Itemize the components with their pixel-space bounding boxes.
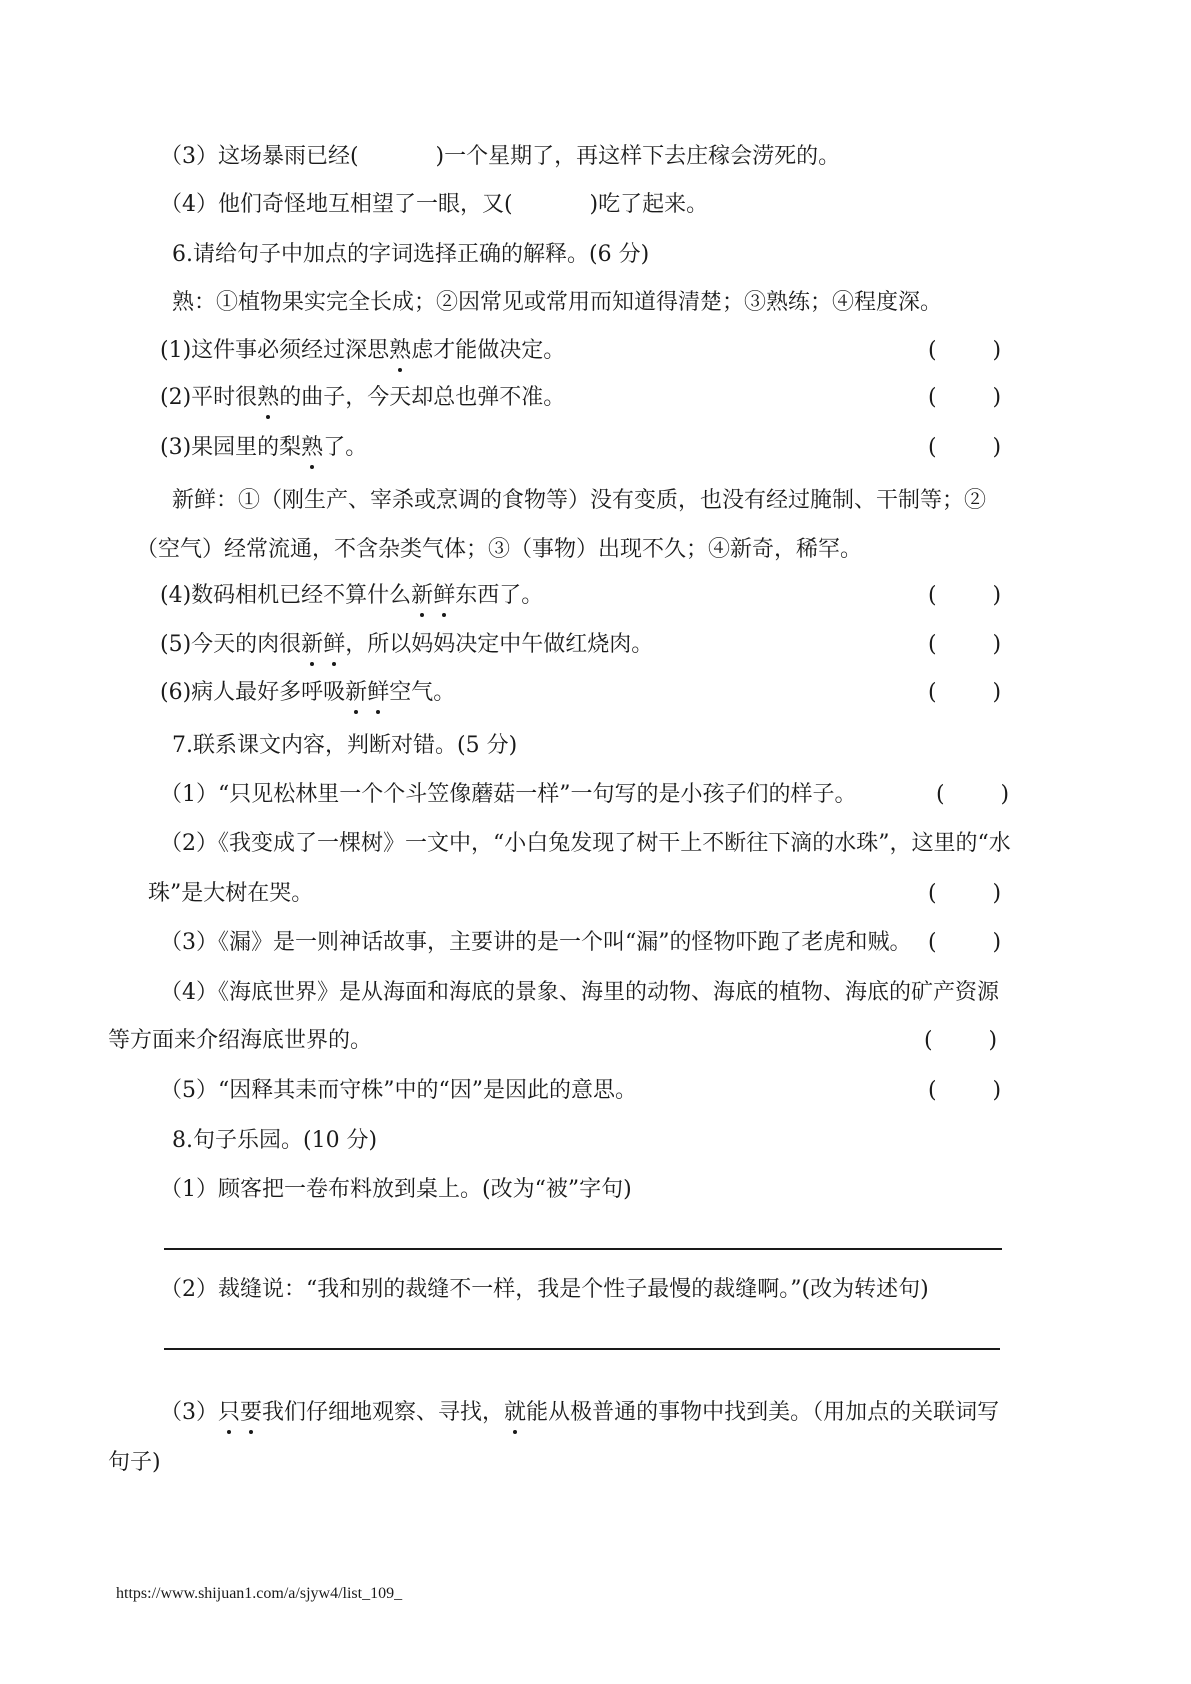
dotted-char: 鲜 (433, 581, 455, 611)
q7-item-2-line1: （2）《我变成了一棵树》一文中，“小白兔发现了树干上不断往下滴的水珠”，这里的“水 (160, 831, 1011, 856)
q7-item-5: （5）“因释其耒而守株”中的“因”是因此的意思。 (160, 1078, 637, 1103)
dotted-char: 新 (301, 630, 323, 660)
answer-paren: ( ) (928, 338, 1002, 363)
source-url: https://www.shijuan1.com/a/sjyw4/list_109_ (116, 1585, 403, 1602)
q8-title: 8.句子乐园。(10 分) (172, 1128, 378, 1153)
answer-paren: ( ) (936, 782, 1010, 807)
q6-item-2: (2)平时很熟的曲子，今天却总也弹不准。 (160, 383, 565, 413)
q7-item-4-line2: 等方面来介绍海底世界的。 (108, 1028, 373, 1053)
q6-item-5: (5)今天的肉很新鲜，所以妈妈决定中午做红烧肉。 (160, 630, 653, 660)
dotted-char: 就 (504, 1398, 526, 1428)
answer-paren: ( ) (928, 881, 1002, 906)
q5-item-4: （4）他们奇怪地互相望了一眼，又( )吃了起来。 (160, 192, 709, 217)
answer-paren: ( ) (928, 930, 1002, 955)
answer-paren: ( ) (928, 435, 1002, 460)
answer-paren: ( ) (928, 385, 1002, 410)
q6-item-6: (6)病人最好多呼吸新鲜空气。 (160, 678, 455, 708)
q8-item-1: （1）顾客把一卷布料放到桌上。(改为“被”字句) (160, 1177, 632, 1202)
q7-item-1: （1）“只见松林里一个个斗笠像蘑菇一样”一句写的是小孩子们的样子。 (160, 782, 857, 807)
q8-item-3-line1: （3）只要我们仔细地观察、寻找，就能从极普通的事物中找到美。（用加点的关联词写 (160, 1398, 999, 1428)
q7-item-3: （3）《漏》是一则神话故事，主要讲的是一个叫“漏”的怪物吓跑了老虎和贼。 (160, 930, 912, 955)
q6-item-3: (3)果园里的梨熟了。 (160, 433, 367, 463)
dotted-char: 熟 (301, 433, 323, 463)
q7-item-2-line2: 珠”是大树在哭。 (148, 881, 314, 906)
dotted-char: 只 (218, 1398, 240, 1428)
blank (359, 144, 436, 169)
q6-title: 6.请给句子中加点的字词选择正确的解释。(6 分) (172, 242, 650, 267)
answer-paren: ( ) (928, 632, 1002, 657)
dotted-char: 新 (345, 678, 367, 708)
dotted-char: 熟 (389, 336, 411, 366)
q6-definition-xinxian-line2: （空气）经常流通，不含杂类气体；③（事物）出现不久；④新奇，稀罕。 (136, 537, 863, 562)
q5-item-3: （3）这场暴雨已经( )一个星期了，再这样下去庄稼会涝死的。 (160, 144, 841, 169)
answer-line[interactable] (164, 1248, 1002, 1250)
q6-definition-xinxian-line1: 新鲜：①（刚生产、宰杀或烹调的食物等）没有变质，也没有经过腌制、干制等；② (172, 488, 987, 513)
dotted-char: 要 (240, 1398, 262, 1428)
q8-item-3-line2: 句子) (108, 1450, 161, 1475)
dotted-char: 熟 (257, 383, 279, 413)
answer-paren: ( ) (928, 1078, 1002, 1103)
q6-item-4: (4)数码相机已经不算什么新鲜东西了。 (160, 581, 543, 611)
answer-paren: ( ) (928, 680, 1002, 705)
answer-paren: ( ) (928, 583, 1002, 608)
blank (513, 192, 590, 217)
q6-item-1: (1)这件事必须经过深思熟虑才能做决定。 (160, 336, 565, 366)
dotted-char: 鲜 (367, 678, 389, 708)
answer-line[interactable] (164, 1348, 1000, 1350)
q6-definition-shu: 熟：①植物果实完全长成；②因常见或常用而知道得清楚；③熟练；④程度深。 (172, 290, 943, 315)
dotted-char: 新 (411, 581, 433, 611)
dotted-char: 鲜 (323, 630, 345, 660)
q7-item-4-line1: （4）《海底世界》是从海面和海底的景象、海里的动物、海底的植物、海底的矿产资源 (160, 980, 999, 1005)
q8-item-2: （2）裁缝说：“我和别的裁缝不一样，我是个性子最慢的裁缝啊。”(改为转述句) (160, 1277, 929, 1302)
answer-paren: ( ) (924, 1028, 998, 1053)
q7-title: 7.联系课文内容，判断对错。(5 分) (172, 733, 518, 758)
